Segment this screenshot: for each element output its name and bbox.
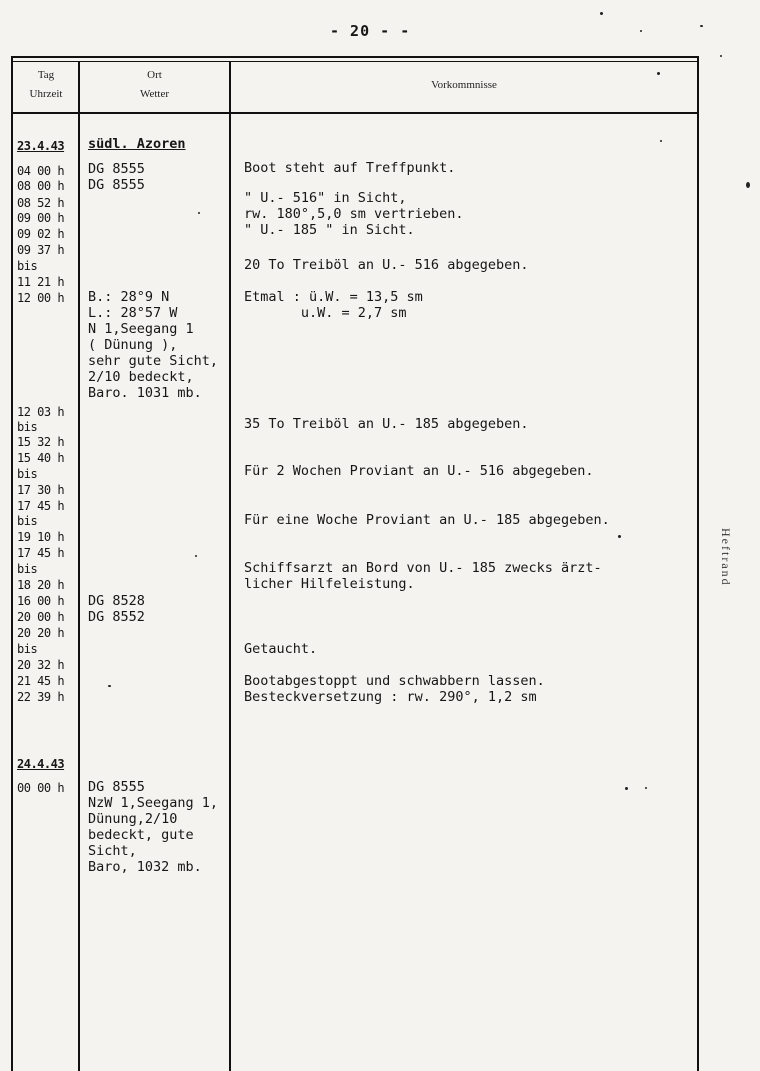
margin-note: Heftrand: [719, 528, 733, 587]
col3-line: " U.- 185 " in Sicht.: [244, 222, 415, 238]
header-ort: Ort: [147, 69, 162, 81]
col3-line: Schiffsarzt an Bord von U.- 185 zwecks ärzt-: [244, 560, 602, 576]
scan-speck: [195, 555, 197, 557]
col2-line: DG 8555: [88, 161, 145, 177]
col1-line: 04 00 h: [17, 164, 65, 178]
col3-line: u.W. = 2,7 sm: [244, 305, 407, 321]
col1-line: 17 45 h: [17, 546, 65, 560]
col1-line: bis: [17, 562, 38, 576]
scan-speck: [640, 30, 642, 32]
col1-line: 08 52 h: [17, 196, 65, 210]
col1-line: 20 00 h: [17, 610, 65, 624]
col2-line: DG 8528: [88, 593, 145, 609]
col1-line: 11 21 h: [17, 275, 65, 289]
col2-line: sehr gute Sicht,: [88, 353, 219, 369]
col1-line: 09 00 h: [17, 211, 65, 225]
col3-line: 35 To Treiböl an U.- 185 abgegeben.: [244, 416, 529, 432]
col3-line: licher Hilfeleistung.: [244, 576, 415, 592]
page-number: - 20 - -: [330, 22, 411, 40]
col2-line: Dünung,2/10: [88, 811, 178, 827]
col1-line: 20 20 h: [17, 626, 65, 640]
scan-speck: [198, 212, 200, 214]
col2-line: DG 8552: [88, 609, 145, 625]
scan-speck: [625, 787, 628, 790]
col1-line: 12 00 h: [17, 291, 65, 305]
col3-line: " U.- 516" in Sicht,: [244, 190, 407, 206]
col2-line: Baro, 1032 mb.: [88, 859, 202, 875]
frame-right-rule: [697, 56, 699, 1071]
col2-line: 2/10 bedeckt,: [88, 369, 194, 385]
col1-line: 09 02 h: [17, 227, 65, 241]
scan-speck: [657, 72, 660, 75]
col3-line: 20 To Treiböl an U.- 516 abgegeben.: [244, 257, 529, 273]
scan-speck: [600, 12, 603, 15]
scan-speck: [700, 25, 703, 27]
col2-line: DG 8555: [88, 177, 145, 193]
scan-speck: [108, 685, 111, 687]
scan-speck: [720, 55, 722, 57]
col3-line: rw. 180°,5,0 sm vertrieben.: [244, 206, 464, 222]
col1-line: 24.4.43: [17, 757, 65, 771]
scan-speck: [660, 140, 662, 142]
scan-speck: [746, 182, 750, 188]
col2-line: Sicht,: [88, 843, 137, 859]
header-uhrzeit: Uhrzeit: [29, 88, 63, 100]
header-vorkommnisse: Vorkommnisse: [431, 79, 497, 91]
col1-line: 15 40 h: [17, 451, 65, 465]
header-tag: Tag: [37, 69, 55, 81]
col1-line: bis: [17, 514, 38, 528]
col1-line: bis: [17, 467, 38, 481]
header-col1: [14, 66, 78, 104]
frame-left-rule: [11, 56, 13, 1071]
col1-line: bis: [17, 642, 38, 656]
col1-line: bis: [17, 259, 38, 273]
col2-line: südl. Azoren: [88, 136, 186, 152]
col1-line: 15 32 h: [17, 435, 65, 449]
header-col2: [80, 66, 229, 104]
col1-line: 22 39 h: [17, 690, 65, 704]
col1-line: 21 45 h: [17, 674, 65, 688]
col2-line: ( Dünung ),: [88, 337, 178, 353]
col3-line: Boot steht auf Treffpunkt.: [244, 160, 456, 176]
col2-line: B.: 28°9 N: [88, 289, 170, 305]
col1-line: 00 00 h: [17, 781, 65, 795]
col1-line: 12 03 h: [17, 405, 65, 419]
col3-line: Getaucht.: [244, 641, 318, 657]
frame-top-rule: [13, 56, 697, 58]
col1-line: 09 37 h: [17, 243, 65, 257]
col2-line: DG 8555: [88, 779, 145, 795]
scan-speck: [618, 535, 621, 538]
col3-line: Für eine Woche Proviant an U.- 185 abgegeben.: [244, 512, 610, 528]
col1-line: bis: [17, 420, 38, 434]
frame-top-rule-2: [13, 61, 697, 62]
col3-line: Etmal : ü.W. = 13,5 sm: [244, 289, 423, 305]
scan-speck: [645, 787, 647, 789]
col1-line: 16 00 h: [17, 594, 65, 608]
col1-line: 17 30 h: [17, 483, 65, 497]
col2-line: N 1,Seegang 1: [88, 321, 194, 337]
col1-line: 08 00 h: [17, 179, 65, 193]
col1-line: 20 32 h: [17, 658, 65, 672]
col1-line: 23.4.43: [17, 139, 65, 153]
header-wetter: Wetter: [139, 88, 170, 100]
col2-line: Baro. 1031 mb.: [88, 385, 202, 401]
column-divider-1: [78, 62, 80, 1071]
col3-line: Besteckversetzung : rw. 290°, 1,2 sm: [244, 689, 537, 705]
col1-line: 19 10 h: [17, 530, 65, 544]
header-bottom-rule: [13, 112, 697, 114]
col1-line: 17 45 h: [17, 499, 65, 513]
col2-line: NzW 1,Seegang 1,: [88, 795, 219, 811]
col3-line: Bootabgestoppt und schwabbern lassen.: [244, 673, 545, 689]
col3-line: Für 2 Wochen Proviant an U.- 516 abgegeben.: [244, 463, 594, 479]
col2-line: bedeckt, gute: [88, 827, 194, 843]
col2-line: L.: 28°57 W: [88, 305, 178, 321]
column-divider-2: [229, 62, 231, 1071]
col1-line: 18 20 h: [17, 578, 65, 592]
